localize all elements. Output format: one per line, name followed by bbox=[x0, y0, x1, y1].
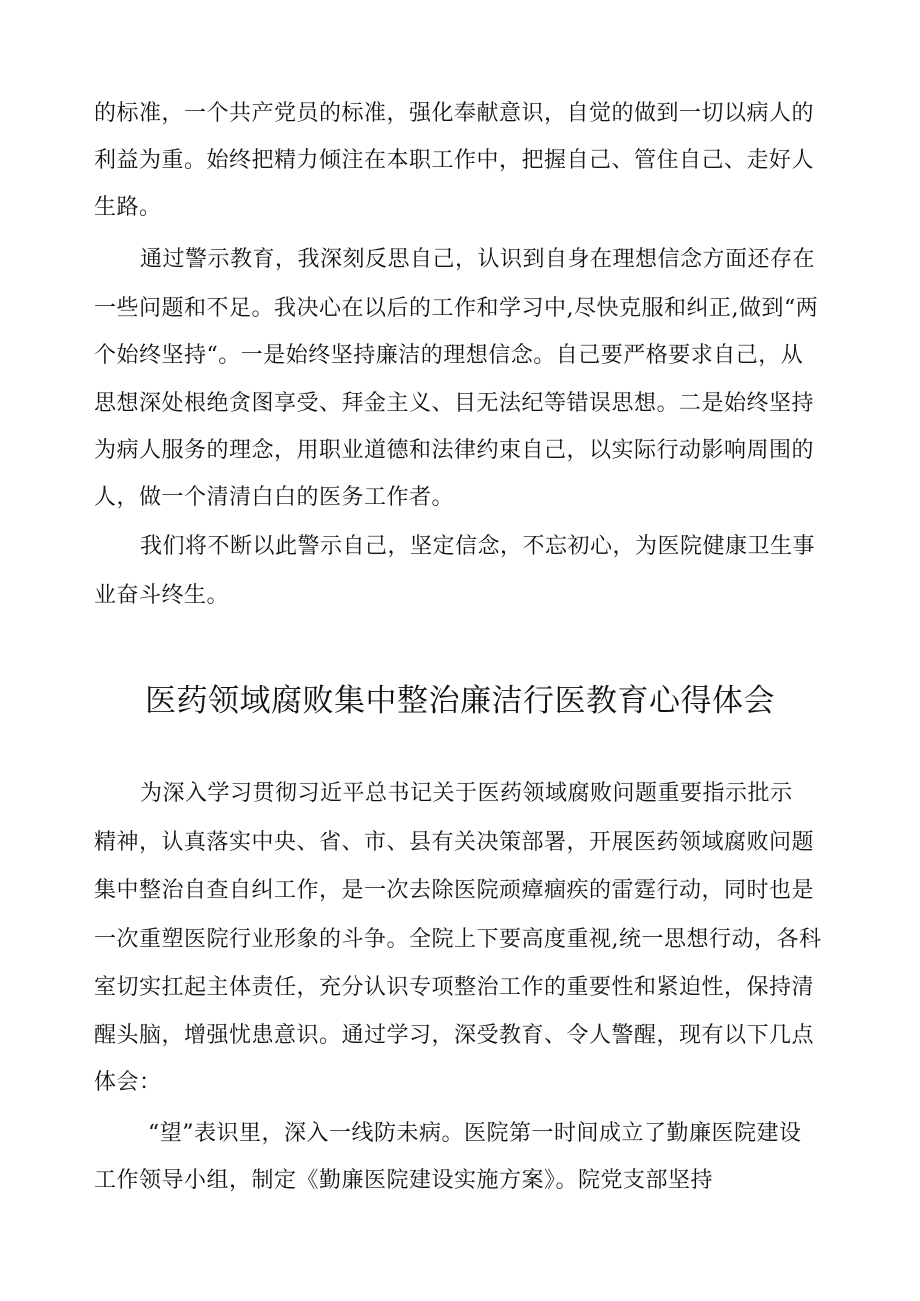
paragraph-line: 人，做一个清清白白的医务工作者。 bbox=[94, 485, 455, 510]
paragraph-line: 一些问题和不足。我决心在以后的工作和学习中,尽快克服和纠正,做到“两 bbox=[94, 296, 819, 321]
paragraph-line: 个始终坚持“。一是始终坚持廉洁的理想信念。自己要严格要求自己，从 bbox=[94, 343, 804, 368]
paragraph-line: 为深入学习贯彻习近平总书记关于医药领域腐败问题重要指示批示 bbox=[140, 781, 793, 806]
paragraph-line: 思想深处根绝贪图享受、拜金主义、目无法纪等错误思想。二是始终坚持 bbox=[94, 391, 815, 416]
paragraph-line: 业奋斗终生。 bbox=[94, 583, 230, 608]
paragraph-line: 通过警示教育，我深刻反思自己，认识到自身在理想信念方面还存在 bbox=[140, 247, 816, 272]
paragraph-line: “望”表识里，深入一线防未病。医院第一时间成立了勤廉医院建设 bbox=[148, 1121, 802, 1146]
document-title: 医药领域腐败集中整治廉洁行医教育心得体会 bbox=[145, 683, 775, 719]
paragraph-line: 我们将不断以此警示自己，坚定信念，不忘初心，为医院健康卫生事 bbox=[140, 534, 816, 559]
paragraph-line: 利益为重。始终把精力倾注在本职工作中，把握自己、管住自己、走好人 bbox=[94, 148, 815, 173]
paragraph-line: 体会： bbox=[94, 1070, 162, 1095]
paragraph-line: 的标准，一个共产党员的标准，强化奉献意识，自觉的做到一切以病人的 bbox=[94, 101, 815, 126]
paragraph-line: 精神，认真落实中央、省、市、县有关决策部署，开展医药领域腐败问题 bbox=[94, 830, 815, 855]
paragraph-line: 为病人服务的理念，用职业道德和法律约束自己，以实际行动影响周围的 bbox=[94, 438, 815, 463]
paragraph-line: 工作领导小组，制定《勤廉医院建设实施方案》。院党支部坚持 bbox=[94, 1168, 714, 1193]
paragraph-line: 集中整治自查自纠工作，是一次去除医院顽瘴痼疾的雷霆行动，同时也是 bbox=[94, 878, 815, 903]
paragraph-line: 生路。 bbox=[94, 195, 162, 220]
paragraph-line: 一次重塑医院行业形象的斗争。全院上下要高度重视,统一思想行动，各科 bbox=[94, 927, 822, 952]
paragraph-line: 室切实扛起主体责任，充分认识专项整治工作的重要性和紧迫性，保持清 bbox=[94, 975, 815, 1000]
paragraph-line: 醒头脑，增强忧患意识。通过学习，深受教育、令人警醒，现有以下几点 bbox=[94, 1023, 815, 1048]
